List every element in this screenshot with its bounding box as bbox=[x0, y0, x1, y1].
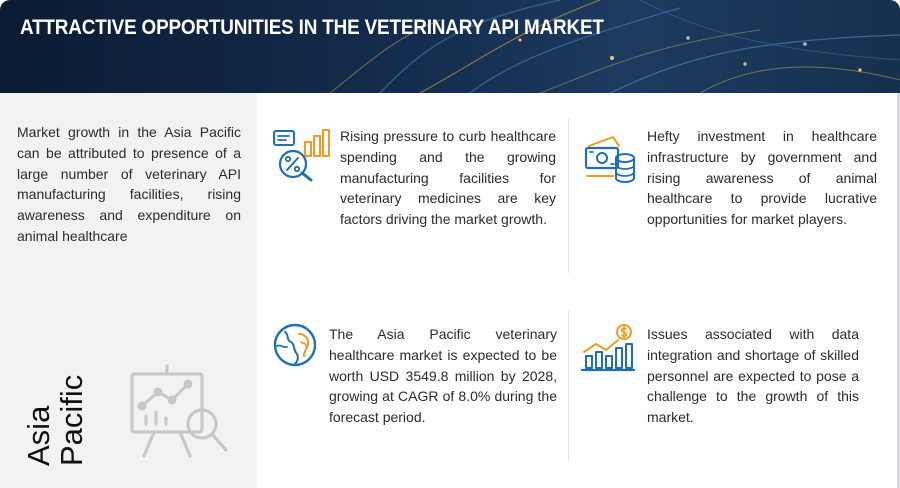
region-description: Market growth in the Asia Pacific can be attributed to presence of a large number of veterinary API manufacturing facilities, rising awareness and expenditure on animal healthcare bbox=[17, 124, 241, 244]
card-text-market-forecast: The Asia Pacific veterinary healthcare market is expected to be worth USD 3549.8 million by 2028, growing at CAGR of 8.0% during the forecast period. bbox=[329, 326, 557, 426]
dollar-growth-chart-icon bbox=[580, 322, 636, 374]
cash-coins-icon bbox=[583, 134, 637, 184]
globe-icon bbox=[271, 322, 319, 368]
network-lines-decoration bbox=[0, 0, 900, 93]
region-label bbox=[22, 375, 88, 466]
percent-bar-chart-icon bbox=[271, 128, 333, 182]
card-text-investment: Hefty investment in healthcare infrastructure by government and rising awareness of animal healthcare to provide lucrative opportunities for market players. bbox=[647, 128, 877, 228]
column-divider bbox=[568, 310, 569, 460]
card-text-challenges: Issues associated with data integration and shortage of skilled personnel are expected to pose a challenge to the growth of this market. bbox=[647, 326, 859, 426]
chart-presentation-magnifier-icon bbox=[128, 362, 232, 462]
header-banner bbox=[0, 0, 900, 93]
region-label-line1: Asia bbox=[21, 405, 56, 466]
column-divider bbox=[568, 118, 569, 273]
card-text-cost-pressure: Rising pressure to curb healthcare spending and the growing manufacturing facilities for veterinary medicines are key factors driving the market growth. bbox=[340, 128, 556, 228]
page-title: ATTRACTIVE OPPORTUNITIES IN THE VETERINARY API MARKET bbox=[20, 16, 604, 39]
region-label-line2: Pacific bbox=[54, 374, 89, 466]
